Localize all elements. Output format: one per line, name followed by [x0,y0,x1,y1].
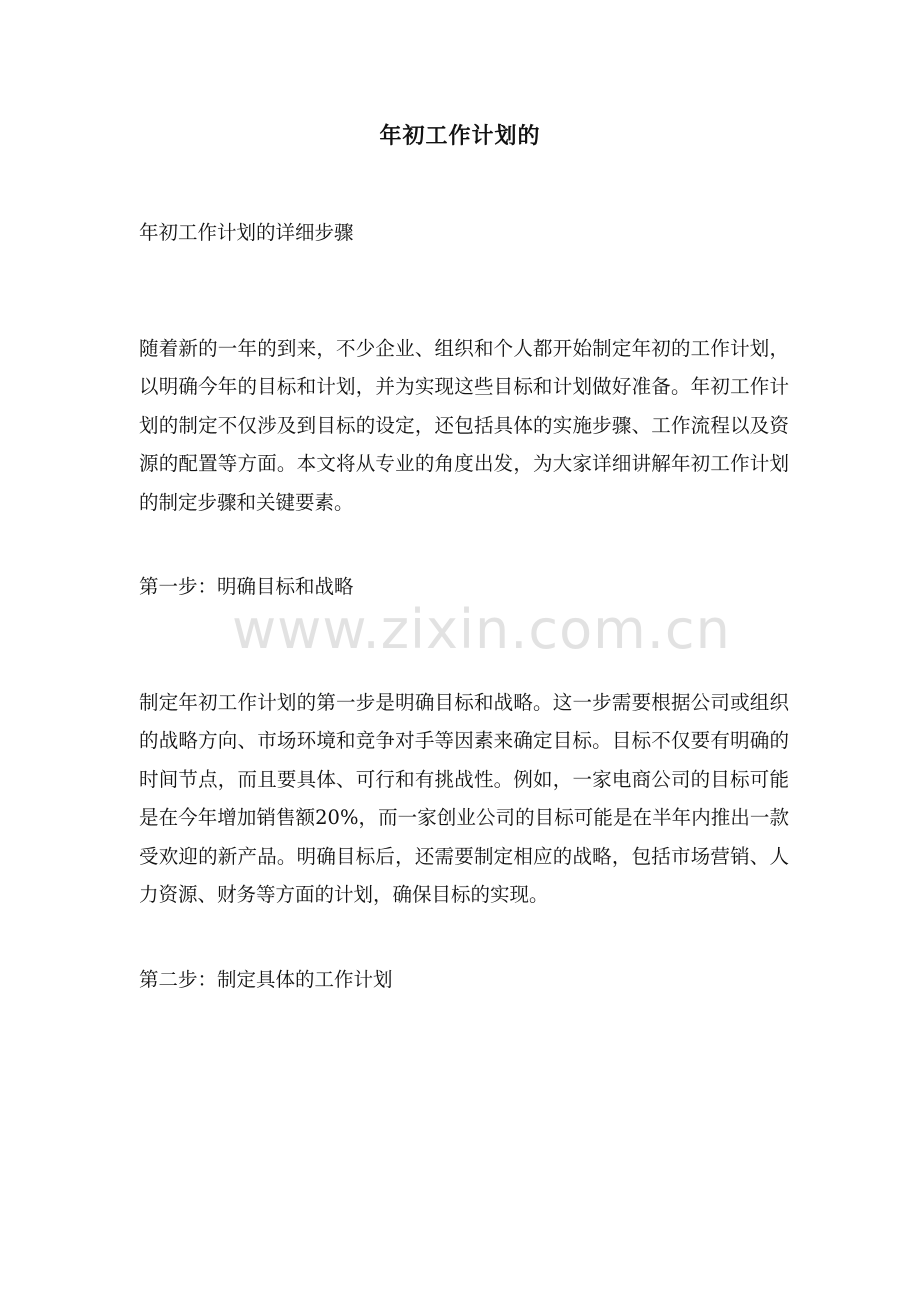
spacer [139,522,789,568]
spacer [139,253,789,330]
document-subtitle: 年初工作计划的详细步骤 [139,221,354,244]
spacer [139,915,789,961]
section-1-paragraph: 制定年初工作计划的第一步是明确目标和战略。这一步需要根据公司或组织的战略方向、市场环境和竞争对手等因素来确定目标。目标不仅要有明确的时间节点，而且要具体、可行和有挑战性。例如，一家电商公司的目标可能是在今年增加销售额20%，而一家创业公司的目标可能是在半年内推出一款受欢迎的新产品。明确目标后，还需要制定相应的战略，包括市场营销、人力资源、财务等方面的计划，确保目标的实现。 [139,690,789,906]
spacer [139,607,789,684]
intro-paragraph: 随着新的一年的到来，不少企业、组织和个人都开始制定年初的工作计划，以明确今年的目标和计划，并为实现这些目标和计划做好准备。年初工作计划的制定不仅涉及到目标的设定，还包括具体的实施步骤、工作流程以及资源的配置等方面。本文将从专业的角度出发，为大家详细讲解年初工作计划的制定步骤和关键要素。 [139,336,789,514]
section-2-heading: 第二步：制定具体的工作计划 [139,967,393,991]
document-body [139,214,789,999]
document-title: 年初工作计划的 [379,123,541,149]
section-1-heading: 第一步：明确目标和战略 [139,575,354,598]
watermark: www.zixin.com.cn [232,598,731,661]
